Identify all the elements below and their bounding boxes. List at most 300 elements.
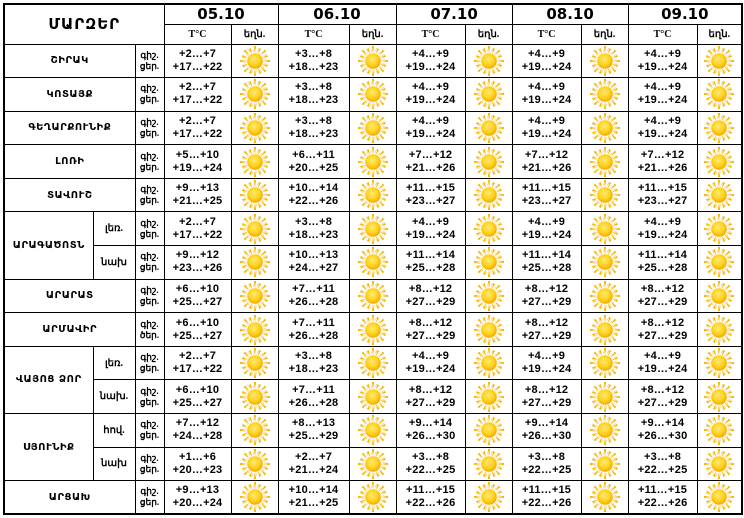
day-temperature: +18…+23 bbox=[288, 228, 339, 241]
night-temperature: +2…+7 bbox=[294, 450, 333, 463]
day-temperature: +27…+29 bbox=[521, 329, 572, 342]
sun-icon bbox=[350, 180, 396, 210]
temperature-cell bbox=[396, 414, 465, 448]
sun-icon bbox=[350, 113, 396, 143]
day-label: ցեր. bbox=[139, 363, 160, 374]
region-name: ԱՐԱՐԱՏ bbox=[4, 279, 135, 313]
day-label: ցեր. bbox=[139, 262, 160, 273]
period-labels bbox=[135, 414, 164, 448]
day-temperature: +25…+28 bbox=[405, 262, 456, 275]
night-temperature: +4…+9 bbox=[528, 215, 566, 228]
night-temperature: +4…+9 bbox=[411, 350, 450, 363]
weather-cell bbox=[349, 246, 396, 280]
night-temperature: +7…+11 bbox=[292, 282, 335, 295]
temperature-cell bbox=[396, 111, 465, 145]
weather-cell bbox=[581, 44, 628, 78]
day-temperature: +26…+28 bbox=[288, 329, 339, 342]
day-temperature: +26…+28 bbox=[288, 295, 339, 308]
temperature-cell bbox=[164, 481, 231, 515]
day-temperature: +17…+22 bbox=[172, 228, 223, 241]
forecast-row bbox=[4, 380, 742, 414]
night-temperature: +6…+10 bbox=[175, 282, 220, 295]
day-temperature: +17…+22 bbox=[172, 363, 223, 376]
day-temperature: +22…+26 bbox=[637, 497, 688, 510]
day-temperature: +20…+24 bbox=[172, 497, 223, 510]
forecast-row bbox=[4, 313, 742, 347]
night-temperature: +11…+15 bbox=[405, 182, 456, 195]
night-temperature: +3…+8 bbox=[294, 215, 333, 228]
night-temperature: +7…+12 bbox=[175, 417, 220, 430]
region-name: ԳԵՂԱՐՔՈՒՆԻՔ bbox=[4, 111, 135, 145]
sun-icon bbox=[698, 482, 742, 512]
forecast-row bbox=[4, 414, 742, 448]
weather-cell bbox=[697, 246, 742, 280]
night-temperature: +4…+9 bbox=[644, 81, 682, 94]
night-temperature: +3…+8 bbox=[294, 47, 333, 60]
night-temperature: +7…+12 bbox=[640, 148, 685, 161]
night-temperature: +9…+13 bbox=[175, 182, 220, 195]
night-temperature: +7…+12 bbox=[524, 148, 569, 161]
temperature-cell bbox=[396, 212, 465, 246]
sun-icon bbox=[582, 281, 628, 311]
day-temperature: +19…+24 bbox=[405, 363, 456, 376]
sun-icon bbox=[582, 147, 628, 177]
sun-icon bbox=[698, 348, 742, 378]
day-label: ցեր. bbox=[139, 195, 160, 206]
sun-icon bbox=[582, 214, 628, 244]
weather-cell bbox=[349, 346, 396, 380]
weather-cell bbox=[231, 414, 278, 448]
sun-icon bbox=[232, 281, 278, 311]
forecast-row bbox=[4, 346, 742, 380]
weather-cell bbox=[697, 313, 742, 347]
sun-icon bbox=[232, 46, 278, 76]
night-temperature: +8…+12 bbox=[524, 383, 569, 396]
day-temperature: +21…+25 bbox=[288, 497, 339, 510]
weather-cell bbox=[697, 414, 742, 448]
sun-icon bbox=[466, 315, 512, 345]
night-label: գիշ. bbox=[140, 419, 159, 430]
sun-icon bbox=[466, 46, 512, 76]
date-header: 08.10 bbox=[512, 4, 628, 24]
weather-cell bbox=[465, 246, 512, 280]
temperature-cell bbox=[396, 178, 465, 212]
night-temperature: +9…+14 bbox=[640, 417, 685, 430]
sun-icon bbox=[232, 214, 278, 244]
sun-icon bbox=[698, 449, 742, 479]
sun-icon bbox=[698, 214, 742, 244]
weather-cell bbox=[697, 447, 742, 481]
region-name: ԱՐԱԳԱԾՈՏՆ bbox=[4, 212, 93, 279]
day-temperature: +19…+24 bbox=[637, 94, 688, 107]
date-header-row bbox=[4, 4, 742, 24]
night-temperature: +4…+9 bbox=[528, 47, 566, 60]
period-labels bbox=[135, 44, 164, 78]
forecast-table bbox=[3, 3, 743, 515]
weather-cell bbox=[349, 481, 396, 515]
sun-icon bbox=[350, 79, 396, 109]
period-labels bbox=[135, 246, 164, 280]
weather-cell bbox=[465, 447, 512, 481]
day-label: ցեր. bbox=[139, 396, 160, 407]
night-temperature: +9…+13 bbox=[175, 484, 220, 497]
weather-cell bbox=[349, 380, 396, 414]
temperature-cell bbox=[164, 246, 231, 280]
weather-cell bbox=[697, 346, 742, 380]
weather-cell bbox=[581, 346, 628, 380]
weather-cell bbox=[349, 78, 396, 112]
night-temperature: +2…+7 bbox=[178, 350, 217, 363]
night-temperature: +7…+11 bbox=[292, 316, 335, 329]
night-temperature: +9…+14 bbox=[524, 417, 569, 430]
night-label: գիշ. bbox=[140, 251, 159, 262]
sun-icon bbox=[466, 247, 512, 277]
day-temperature: +19…+24 bbox=[637, 127, 688, 140]
period-labels bbox=[135, 145, 164, 179]
night-temperature: +2…+7 bbox=[178, 47, 217, 60]
night-temperature: +4…+9 bbox=[528, 114, 566, 127]
sun-icon bbox=[582, 482, 628, 512]
temperature-cell bbox=[512, 279, 581, 313]
day-temperature: +26…+30 bbox=[637, 430, 688, 443]
weather-cell bbox=[231, 380, 278, 414]
temperature-cell bbox=[164, 380, 231, 414]
night-temperature: +5…+10 bbox=[175, 148, 220, 161]
day-temperature: +19…+24 bbox=[405, 94, 456, 107]
day-label: ցեր. bbox=[139, 60, 160, 71]
night-temperature: +9…+12 bbox=[175, 249, 220, 262]
day-temperature: +19…+24 bbox=[405, 60, 456, 73]
night-label: գիշ. bbox=[140, 217, 159, 228]
weather-cell bbox=[231, 145, 278, 179]
temperature-cell bbox=[396, 279, 465, 313]
sun-icon bbox=[232, 247, 278, 277]
temperature-cell bbox=[396, 380, 465, 414]
sun-icon bbox=[350, 147, 396, 177]
day-temperature: +23…+27 bbox=[637, 195, 688, 208]
night-temperature: +11…+15 bbox=[521, 484, 572, 497]
weather-cell bbox=[697, 145, 742, 179]
period-labels bbox=[135, 78, 164, 112]
day-temperature: +25…+27 bbox=[172, 396, 223, 409]
sun-icon bbox=[466, 415, 512, 445]
weather-cell bbox=[697, 212, 742, 246]
sun-icon bbox=[232, 382, 278, 412]
night-temperature: +3…+8 bbox=[294, 81, 333, 94]
weather-cell bbox=[581, 313, 628, 347]
forecast-row bbox=[4, 212, 742, 246]
temperature-cell bbox=[278, 279, 349, 313]
sun-icon bbox=[350, 415, 396, 445]
temperature-cell bbox=[512, 178, 581, 212]
region-name: ԱՐՑԱԽ bbox=[4, 481, 135, 515]
weather-cell bbox=[231, 78, 278, 112]
sun-icon bbox=[698, 79, 742, 109]
sun-icon bbox=[232, 79, 278, 109]
night-temperature: +10…+14 bbox=[288, 182, 339, 195]
weather-cell bbox=[465, 145, 512, 179]
weather-header: եղն. bbox=[465, 24, 512, 44]
temperature-cell bbox=[628, 346, 697, 380]
sun-icon bbox=[232, 348, 278, 378]
weather-cell bbox=[231, 246, 278, 280]
day-temperature: +19…+24 bbox=[637, 60, 688, 73]
subregion-name: լեռ. bbox=[93, 346, 135, 380]
forecast-row bbox=[4, 178, 742, 212]
sun-icon bbox=[466, 482, 512, 512]
sun-icon bbox=[582, 113, 628, 143]
night-label: գիշ. bbox=[140, 452, 159, 463]
night-temperature: +6…+10 bbox=[175, 383, 220, 396]
subregion-name: նախ bbox=[93, 246, 135, 280]
sun-icon bbox=[232, 415, 278, 445]
sun-icon bbox=[582, 315, 628, 345]
day-temperature: +22…+26 bbox=[288, 195, 339, 208]
night-temperature: +2…+7 bbox=[178, 81, 217, 94]
sun-icon bbox=[698, 315, 742, 345]
temperature-cell bbox=[278, 346, 349, 380]
day-temperature: +25…+28 bbox=[637, 262, 688, 275]
day-temperature: +27…+29 bbox=[521, 295, 572, 308]
day-temperature: +22…+25 bbox=[405, 463, 456, 476]
temperature-cell bbox=[628, 246, 697, 280]
temperature-cell bbox=[512, 246, 581, 280]
night-label: գիշ. bbox=[140, 352, 159, 363]
day-temperature: +19…+24 bbox=[637, 363, 688, 376]
sun-icon bbox=[466, 449, 512, 479]
sun-icon bbox=[582, 180, 628, 210]
weather-cell bbox=[581, 414, 628, 448]
forecast-row bbox=[4, 78, 742, 112]
night-temperature: +11…+14 bbox=[405, 249, 456, 262]
temperature-cell bbox=[512, 414, 581, 448]
temperature-cell bbox=[512, 313, 581, 347]
temperature-cell bbox=[164, 111, 231, 145]
forecast-row bbox=[4, 447, 742, 481]
weather-cell bbox=[697, 178, 742, 212]
night-label: գիշ. bbox=[140, 49, 159, 60]
weather-cell bbox=[231, 178, 278, 212]
night-temperature: +3…+8 bbox=[294, 350, 333, 363]
sun-icon bbox=[232, 315, 278, 345]
night-label: գիշ. bbox=[140, 284, 159, 295]
night-label: գիշ. bbox=[140, 116, 159, 127]
sun-icon bbox=[466, 113, 512, 143]
sun-icon bbox=[698, 247, 742, 277]
temperature-cell bbox=[278, 44, 349, 78]
night-label: գիշ. bbox=[140, 385, 159, 396]
weather-cell bbox=[581, 246, 628, 280]
sun-icon bbox=[466, 214, 512, 244]
weather-cell bbox=[465, 178, 512, 212]
temperature-cell bbox=[278, 111, 349, 145]
sun-icon bbox=[232, 449, 278, 479]
day-temperature: +24…+28 bbox=[172, 430, 223, 443]
weather-cell bbox=[349, 44, 396, 78]
sun-icon bbox=[350, 46, 396, 76]
temperature-cell bbox=[628, 111, 697, 145]
weather-cell bbox=[349, 447, 396, 481]
sun-icon bbox=[698, 147, 742, 177]
temperature-cell bbox=[628, 447, 697, 481]
weather-cell bbox=[697, 111, 742, 145]
temperature-cell bbox=[512, 212, 581, 246]
weather-cell bbox=[231, 279, 278, 313]
night-temperature: +8…+12 bbox=[524, 316, 569, 329]
night-temperature: +1…+6 bbox=[178, 450, 217, 463]
day-temperature: +27…+29 bbox=[637, 329, 688, 342]
temperature-cell bbox=[164, 44, 231, 78]
region-name: ՇԻՐԱԿ bbox=[4, 44, 135, 78]
day-temperature: +26…+30 bbox=[405, 430, 456, 443]
weather-cell bbox=[581, 279, 628, 313]
day-temperature: +27…+29 bbox=[637, 396, 688, 409]
temperature-cell bbox=[512, 447, 581, 481]
day-temperature: +21…+26 bbox=[521, 161, 572, 174]
period-labels bbox=[135, 111, 164, 145]
temperature-cell bbox=[396, 246, 465, 280]
weather-cell bbox=[697, 44, 742, 78]
weather-cell bbox=[465, 380, 512, 414]
day-temperature: +25…+28 bbox=[521, 262, 572, 275]
sun-icon bbox=[582, 247, 628, 277]
day-temperature: +18…+23 bbox=[288, 94, 339, 107]
temperature-header: T°C bbox=[396, 24, 465, 44]
temperature-cell bbox=[512, 481, 581, 515]
day-temperature: +19…+24 bbox=[521, 60, 572, 73]
night-temperature: +11…+15 bbox=[521, 182, 572, 195]
day-temperature: +23…+27 bbox=[405, 195, 456, 208]
sun-icon bbox=[698, 382, 742, 412]
weather-cell bbox=[231, 212, 278, 246]
weather-cell bbox=[581, 212, 628, 246]
sun-icon bbox=[582, 382, 628, 412]
night-temperature: +11…+14 bbox=[638, 249, 688, 262]
temperature-cell bbox=[164, 178, 231, 212]
temperature-cell bbox=[278, 178, 349, 212]
day-label: ցեր. bbox=[139, 228, 160, 239]
day-temperature: +22…+26 bbox=[405, 497, 456, 510]
weather-cell bbox=[231, 481, 278, 515]
weather-cell bbox=[349, 313, 396, 347]
day-temperature: +17…+22 bbox=[172, 60, 223, 73]
temperature-cell bbox=[164, 414, 231, 448]
weather-header: եղն. bbox=[697, 24, 742, 44]
day-label: ծեր. bbox=[139, 329, 160, 340]
weather-cell bbox=[581, 178, 628, 212]
day-temperature: +25…+27 bbox=[172, 295, 223, 308]
sun-icon bbox=[350, 247, 396, 277]
temperature-cell bbox=[512, 111, 581, 145]
day-temperature: +17…+22 bbox=[172, 94, 223, 107]
day-temperature: +27…+29 bbox=[521, 396, 572, 409]
night-temperature: +7…+12 bbox=[408, 148, 453, 161]
day-temperature: +26…+28 bbox=[288, 396, 339, 409]
weather-cell bbox=[697, 279, 742, 313]
weather-header: եղն. bbox=[231, 24, 278, 44]
day-temperature: +23…+26 bbox=[172, 262, 223, 275]
temperature-cell bbox=[512, 145, 581, 179]
night-temperature: +4…+9 bbox=[644, 47, 682, 60]
sun-icon bbox=[350, 482, 396, 512]
region-name: ՍՅՈՒՆԻՔ bbox=[4, 414, 93, 481]
temperature-cell bbox=[164, 145, 231, 179]
night-temperature: +4…+9 bbox=[644, 215, 682, 228]
day-temperature: +19…+24 bbox=[405, 228, 456, 241]
temperature-cell bbox=[278, 380, 349, 414]
temperature-cell bbox=[512, 44, 581, 78]
period-labels bbox=[135, 212, 164, 246]
night-label: գիշ. bbox=[140, 150, 159, 161]
weather-cell bbox=[349, 414, 396, 448]
region-name: ԼՈՌԻ bbox=[4, 145, 135, 179]
temperature-header: T°C bbox=[278, 24, 349, 44]
night-temperature: +11…+14 bbox=[521, 249, 572, 262]
temperature-cell bbox=[512, 78, 581, 112]
weather-cell bbox=[581, 145, 628, 179]
temperature-cell bbox=[164, 447, 231, 481]
day-temperature: +18…+23 bbox=[288, 127, 339, 140]
day-temperature: +19…+24 bbox=[405, 127, 456, 140]
temperature-header: T°C bbox=[628, 24, 697, 44]
period-labels bbox=[135, 279, 164, 313]
night-temperature: +11…+15 bbox=[638, 182, 688, 195]
day-temperature: +20…+25 bbox=[288, 161, 339, 174]
weather-cell bbox=[581, 380, 628, 414]
weather-cell bbox=[697, 78, 742, 112]
period-labels bbox=[135, 346, 164, 380]
region-name: ԱՐՄԱՎԻՐ bbox=[4, 313, 135, 347]
date-header: 09.10 bbox=[628, 4, 742, 24]
period-labels bbox=[135, 481, 164, 515]
day-temperature: +22…+25 bbox=[521, 463, 572, 476]
temperature-cell bbox=[164, 313, 231, 347]
subregion-name: լեռ. bbox=[93, 212, 135, 246]
region-name: ՎԱՅՈՑ ՁՈՐ bbox=[4, 346, 93, 413]
day-temperature: +27…+29 bbox=[405, 396, 456, 409]
temperature-cell bbox=[628, 380, 697, 414]
weather-cell bbox=[349, 111, 396, 145]
sun-icon bbox=[466, 180, 512, 210]
night-temperature: +8…+12 bbox=[640, 383, 685, 396]
night-temperature: +11…+15 bbox=[638, 484, 688, 497]
night-temperature: +11…+15 bbox=[405, 484, 456, 497]
period-labels bbox=[135, 178, 164, 212]
night-temperature: +4…+9 bbox=[411, 81, 450, 94]
day-temperature: +25…+29 bbox=[288, 430, 339, 443]
day-label: ցեր. bbox=[139, 430, 160, 441]
date-header: 05.10 bbox=[164, 4, 278, 24]
temperature-cell bbox=[396, 346, 465, 380]
day-label: ցեր. bbox=[139, 94, 160, 105]
temperature-cell bbox=[396, 447, 465, 481]
temperature-cell bbox=[278, 414, 349, 448]
sun-icon bbox=[582, 46, 628, 76]
day-temperature: +19…+24 bbox=[521, 228, 572, 241]
day-temperature: +21…+25 bbox=[172, 195, 223, 208]
day-temperature: +19…+24 bbox=[521, 127, 572, 140]
sun-icon bbox=[582, 449, 628, 479]
weather-cell bbox=[465, 346, 512, 380]
temperature-cell bbox=[628, 414, 697, 448]
day-temperature: +18…+23 bbox=[288, 60, 339, 73]
weather-cell bbox=[581, 78, 628, 112]
day-label: ցեր. bbox=[139, 161, 160, 172]
day-temperature: +19…+24 bbox=[521, 363, 572, 376]
sun-icon bbox=[232, 482, 278, 512]
sun-icon bbox=[350, 348, 396, 378]
sun-icon bbox=[350, 214, 396, 244]
